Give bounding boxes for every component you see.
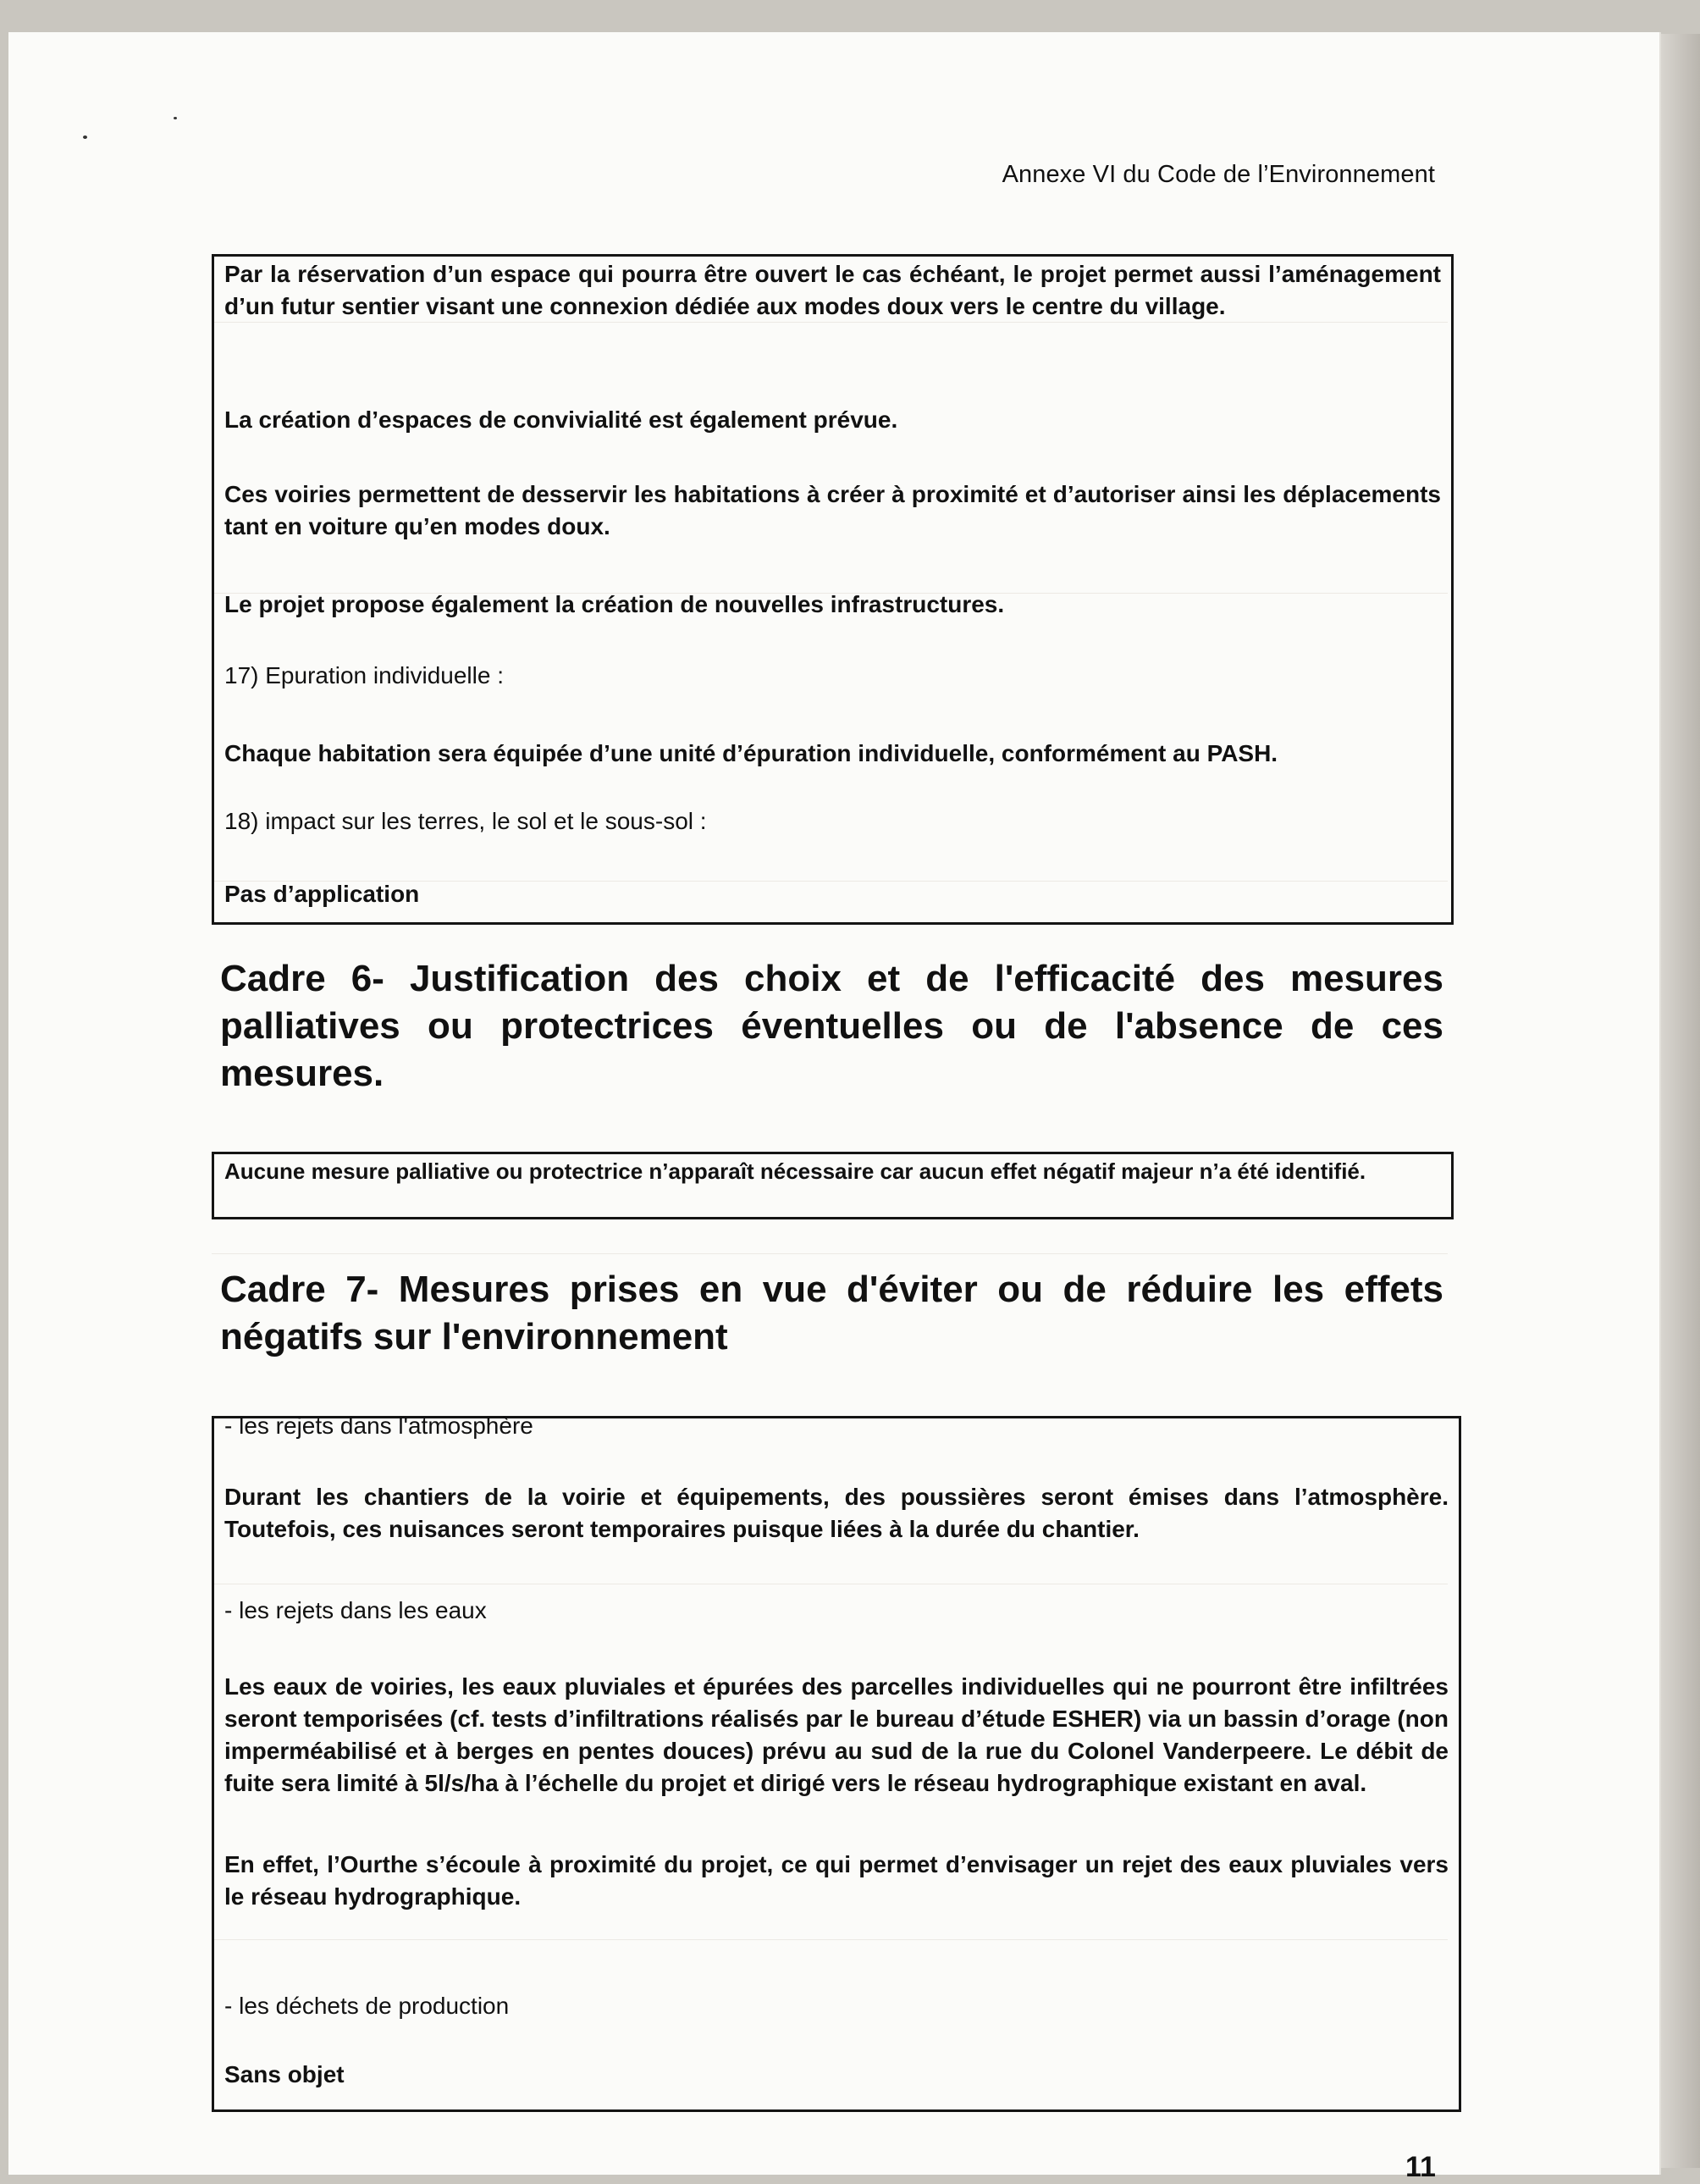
paragraph-infrastructures: Le projet propose également la création de nouvelles infrastructures. <box>224 591 1005 617</box>
item-17-text: Chaque habitation sera équipée d’une unité d’épuration individuelle, conformément au PASH. <box>224 740 1278 766</box>
paragraph-reservation: Par la réservation d’un espace qui pourra être ouvert le cas échéant, le projet permet aussi l’aménagement d’un futur sentier visant une connexion dédiée aux modes doux vers le centre du village. <box>224 261 1441 319</box>
running-header: Annexe VI du Code de l’Environnement <box>1002 161 1435 188</box>
production-waste-title: - les déchets de production <box>224 1993 510 2019</box>
section-6-box <box>212 1152 1454 1219</box>
page-edge-shadow <box>1661 34 1700 2168</box>
air-emissions-text: Durant les chantiers de la voirie et équipements, des poussières seront émises dans l’atmosphère. Toutefois, ces nuisances seront temporaires puisque liées à la durée du chantier. <box>224 1484 1449 1542</box>
water-discharge-text: Les eaux de voiries, les eaux pluviales et épurées des parcelles individuelles qui ne pourront être infiltrées seront temporisées (cf. tests d’infiltrations réalisés par le bureau d’étude ESHER) via un bassin d’orage (non imperméabilisé et à berges en pentes douces) prévu au sud de la rue du Colonel Vanderpeere. Le débit de fuite sera limité à 5l/s/ha à l’échelle du projet et dirigé vers le réseau hydrographique existant en aval. <box>224 1673 1449 1796</box>
section-6-text: Aucune mesure palliative ou protectrice n’apparaît nécessaire car aucun effet négatif majeur n’a été identifié. <box>224 1158 1366 1184</box>
section-7-box <box>212 1413 1461 2112</box>
paragraph-voiries: Ces voiries permettent de desservir les habitations à créer à proximité et d’autoriser ainsi les déplacements tant en voiture qu’en modes doux. <box>224 481 1441 539</box>
scan-speck <box>83 135 87 139</box>
continuation-box <box>212 254 1454 925</box>
section-6-heading: Cadre 6- Justification des choix et de l'efficacité des mesures palliatives ou protectrices éventuelles ou de l'absence de ces mesures. <box>220 958 1443 1094</box>
water-discharge-text-2: En effet, l’Ourthe s’écoule à proximité du projet, ce qui permet d’envisager un rejet des eaux pluviales vers le réseau hydrographique. <box>224 1851 1449 1910</box>
item-18-text: Pas d’application <box>224 881 420 907</box>
section-7-heading: Cadre 7- Mesures prises en vue d'éviter ou de réduire les effets négatifs sur l'environnement <box>220 1269 1443 1357</box>
item-18-title: 18) impact sur les terres, le sol et le sous-sol : <box>224 808 707 834</box>
scan-speck <box>174 117 177 119</box>
bleed-through-line <box>212 1253 1448 1254</box>
air-emissions-title: - les rejets dans l'atmosphère <box>224 1413 533 1439</box>
page-number: 11 <box>1405 2151 1436 2183</box>
item-17-title: 17) Epuration individuelle : <box>224 662 504 688</box>
paragraph-convivialite: La création d’espaces de convivialité est également prévue. <box>224 406 898 433</box>
water-discharge-title: - les rejets dans les eaux <box>224 1597 487 1623</box>
production-waste-text: Sans objet <box>224 2061 345 2087</box>
